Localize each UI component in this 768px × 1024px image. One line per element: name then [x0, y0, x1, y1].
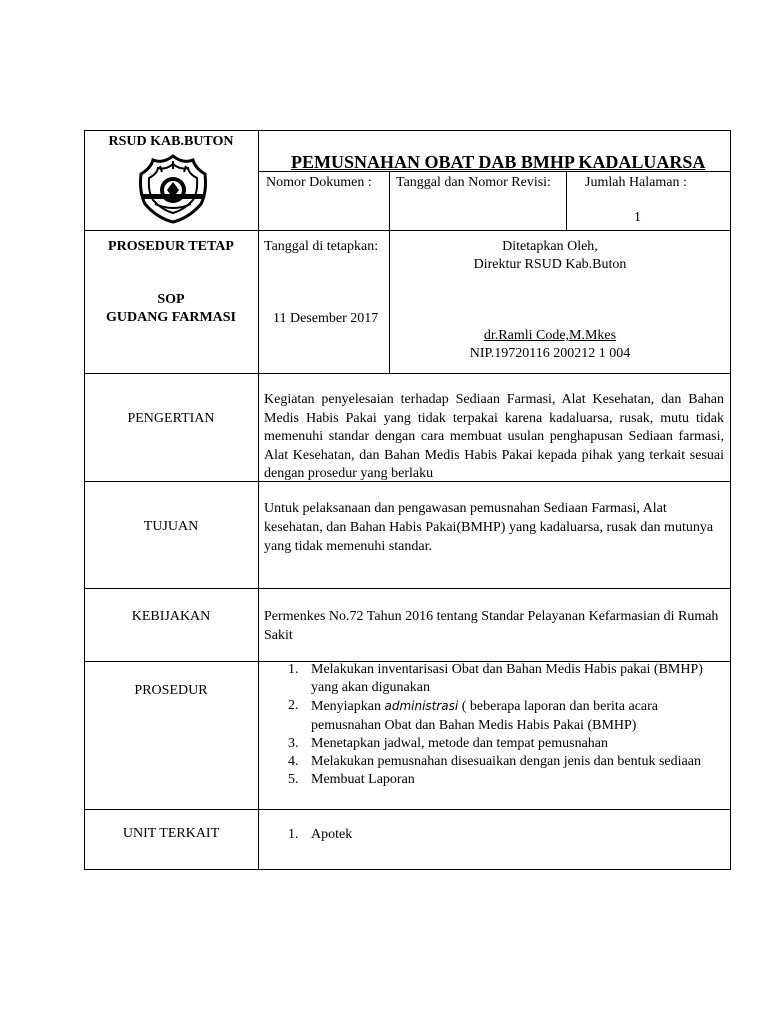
list-text-italic: administrasi — [384, 699, 459, 714]
sop-label: SOP — [157, 292, 185, 307]
list-item — [264, 697, 704, 734]
header-col-divider-1 — [389, 171, 390, 230]
org-name: RSUD KAB.BUTON — [108, 134, 234, 149]
tujuan-label: TUJUAN — [143, 519, 199, 534]
row-divider-tujuan — [84, 588, 731, 589]
list-number: 5. — [288, 772, 299, 788]
nomor-dokumen-label: Nomor Dokumen : — [266, 175, 372, 190]
list-item — [264, 771, 704, 789]
list-item — [264, 735, 704, 753]
row-divider-prosedur-tetap — [84, 373, 731, 374]
signer-name-text: dr.Ramli Code,M.Mkes — [483, 328, 617, 343]
jumlah-halaman-value: 1 — [634, 210, 641, 225]
header-col-divider-2 — [566, 171, 567, 230]
direktur-title: Direktur RSUD Kab.Buton — [473, 257, 627, 272]
tanggal-ditetapkan-value: 11 Desember 2017 — [273, 311, 379, 326]
list-number: 2. — [288, 698, 299, 714]
kebijakan-label: KEBIJAKAN — [131, 609, 211, 624]
list-item — [264, 753, 704, 771]
tujuan-text: Untuk pelaksanaan dan pengawasan pemusnahan Sediaan Farmasi, Alat kesehatan, dan Bahan Habis Pakai(BMHP) yang kadaluarsa, rusak dan mutunya yang tidak memenuhi standar. — [264, 501, 714, 554]
list-text: Melakukan pemusnahan disesuaikan dengan jenis dan bentuk sediaan — [311, 754, 701, 770]
list-text: Membuat Laporan — [311, 772, 415, 788]
row-divider-header — [84, 230, 731, 231]
column-divider — [258, 130, 259, 870]
ditetapkan-oleh: Ditetapkan Oleh, — [502, 239, 598, 254]
list-text: Menetapkan jadwal, metode dan tempat pemusnahan — [311, 735, 609, 751]
row-divider-prosedur — [84, 809, 731, 810]
prosedur-list — [264, 661, 704, 789]
list-text: Melakukan inventarisasi Obat dan Bahan Medis Habis pakai (BMHP) yang akan digunakan — [311, 662, 703, 696]
prosedur-tetap-label: PROSEDUR TETAP — [108, 239, 234, 254]
unit-terkait-number: 1. — [288, 827, 299, 842]
list-number: 1. — [288, 662, 299, 677]
signer-name — [390, 327, 710, 344]
list-text-pre: Menyiapkan — [311, 699, 385, 715]
list-text-post: ( beberapa laporan dan berita acara pemusnahan Obat dan Bahan Medis Habis Pakai (BMHP) — [311, 699, 659, 733]
rsud-buton-emblem-icon — [133, 152, 213, 224]
signer-nip: NIP.19720116 200212 1 004 — [469, 346, 631, 361]
unit-terkait-text: Apotek — [311, 827, 353, 842]
prosedur-label: PROSEDUR — [134, 683, 208, 698]
document-title: PEMUSNAHAN OBAT DAB BMHP KADALUARSA — [291, 152, 706, 172]
jumlah-halaman-label: Jumlah Halaman : — [585, 175, 687, 190]
tanggal-revisi-label: Tanggal dan Nomor Revisi: — [396, 175, 551, 190]
pengertian-label: PENGERTIAN — [127, 411, 215, 426]
list-number: 3. — [288, 735, 299, 751]
kebijakan-text: Permenkes No.72 Tahun 2016 tentang Standar Pelayanan Kefarmasian di Rumah Sakit — [264, 609, 719, 643]
list-item — [264, 661, 704, 697]
unit-terkait-label: UNIT TERKAIT — [122, 826, 220, 841]
pengertian-text: Kegiatan penyelesaian terhadap Sediaan Farmasi, Alat Kesehatan, dan Bahan Medis Habis Pakai yang tidak terpakai karena kadaluarsa, rusak, mutu tidak memenuhi standar dengan cara membuat usulan penghapusan Sediaan farmasi, Alat Kesehatan, dan Bahan Medis Habis Pakai kepada pihak yang terkait sesuai dengan prosedur yang berlaku — [264, 392, 724, 481]
tanggal-ditetapkan-label: Tanggal di tetapkan: — [264, 239, 379, 254]
gudang-farmasi-label: GUDANG FARMASI — [105, 310, 236, 325]
list-number: 4. — [288, 754, 299, 770]
